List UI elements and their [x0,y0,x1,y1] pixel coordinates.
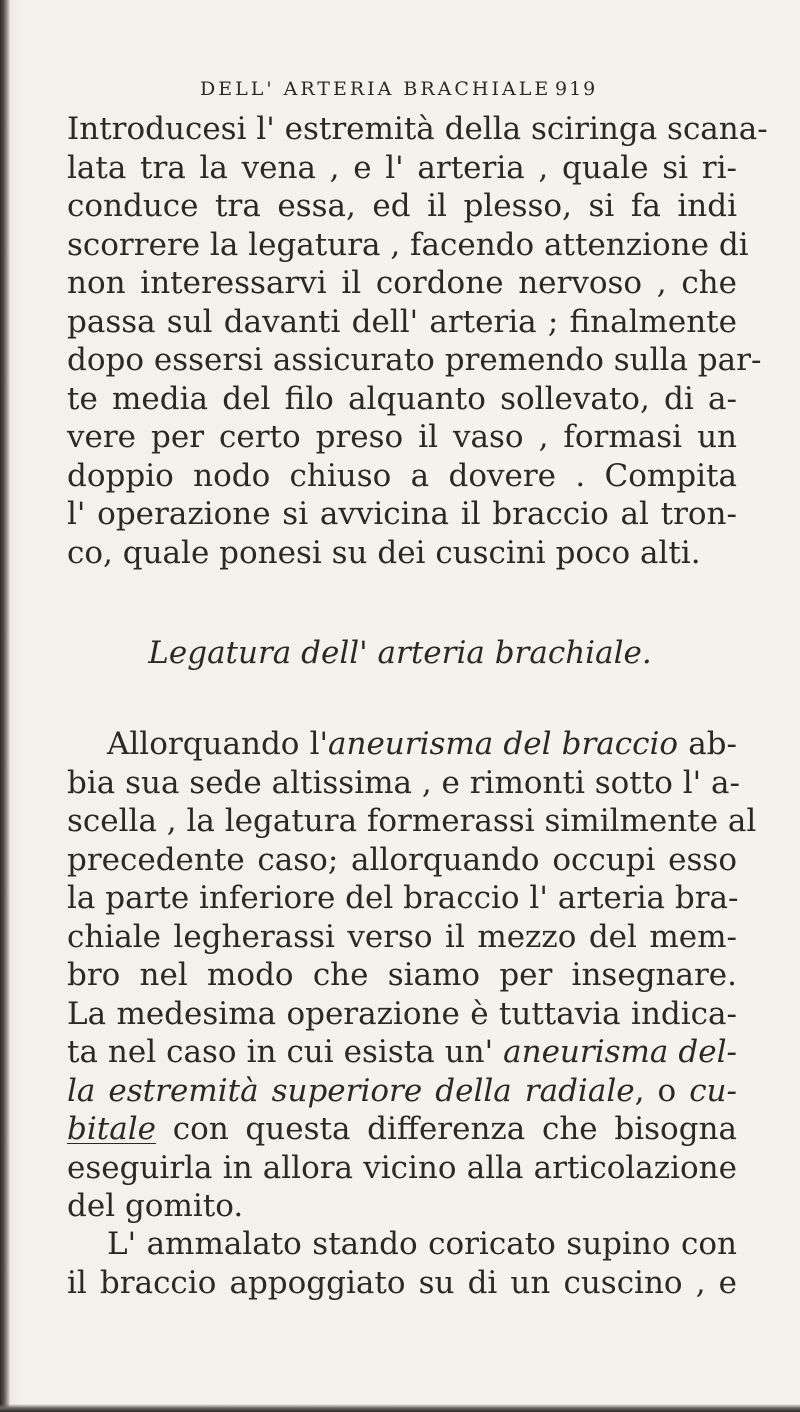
page-bottom-edge [0,1404,800,1412]
text-line: conduce tra essa, ed il plesso, si fa indi [67,188,737,224]
text-run: Allorquando l' [107,726,329,762]
text-line: eseguirla in allora vicino alla articolazione [67,1149,737,1186]
text-run: ab- [678,726,737,762]
italic-run: aneurisma del- [503,1034,737,1070]
text-line [67,1033,737,1072]
text-line: doppio nodo chiuso a dovere . Compita [67,457,737,494]
text-line: non interessarvi il cordone nervoso , che [67,265,737,301]
running-head-title: DELL' ARTERIA BRACHIALE [200,78,552,100]
text-run: ta nel caso in cui esista un' [67,1034,494,1070]
text-line [67,725,737,764]
italic-run: cu- [689,1072,737,1109]
text-line: dopo essersi assicurato premendo sulla par- [67,342,762,378]
text-line: chiale legherassi verso il mezzo del mem- [67,918,737,955]
italic-run: bitale [67,1111,156,1147]
page-number: 919 [555,78,598,100]
text-line: lata tra la vena , e l' arteria , quale si ri- [67,149,737,186]
text-line: la parte inferiore del braccio l' arteria bra- [67,880,739,916]
paragraph-2 [67,725,757,1226]
italic-run: la estremità superiore della radiale [67,1072,635,1109]
text-line: scorrere la legatura , facendo attenzione di [67,226,749,263]
text-line [67,1110,737,1149]
text-line: L' ammalato stando coricato supino con [107,1226,737,1262]
text-line [67,1072,737,1111]
paragraph-1 [67,110,768,572]
running-head [200,78,620,100]
section-title: Legatura dell' arteria brachiale. [148,635,652,671]
italic-run: aneurisma del braccio [328,726,679,762]
text-line: precedente caso; allorquando occupi esso [67,841,737,878]
text-line: co, quale ponesi su dei cuscini poco alti. [67,534,701,571]
text-line: l' operazione si avvicina il braccio al tron- [67,496,737,532]
text-run: con questa differenza che bisogna [155,1111,737,1147]
text-line: scella , la legatura formerassi similmente al [67,803,757,839]
text-run: , o [634,1072,690,1109]
text-line: del gomito. [67,1188,244,1224]
text-line: il braccio appoggiato su di un cuscino , e [67,1264,737,1301]
paragraph-3 [67,1225,737,1302]
text-line: La medesima operazione è tuttavia indica- [67,995,737,1032]
text-line: Introducesi l' estremità della sciringa scana- [67,111,768,147]
text-line: passa sul davanti dell' arteria ; finalmente [67,303,737,340]
text-line: vere per certo preso il vaso , formasi un [67,419,737,455]
text-line: bro nel modo che siamo per insegnare. [67,957,737,993]
text-line: te media del filo alquanto sollevato, di a- [67,380,737,417]
text-line: bia sua sede altissima , e rimonti sotto l' a- [67,764,740,801]
binding-edge [0,0,10,1412]
